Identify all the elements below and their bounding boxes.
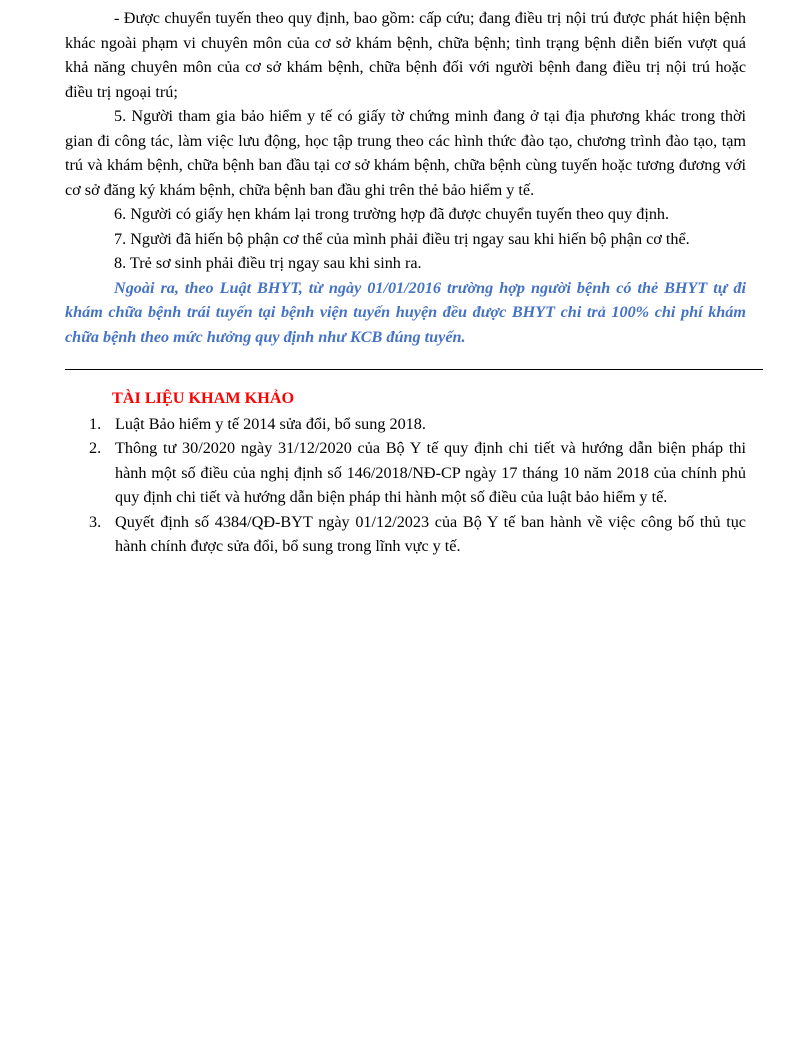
reference-text: Thông tư 30/2020 ngày 31/12/2020 của Bộ Y tế quy định chi tiết và hướng dẫn biện pháp thi hành một số điều của nghị định số 146/2018/NĐ-CP ngày 17 tháng 10 năm 2018 của chính phủ quy định chi tiết và hướng dẫn biện pháp thi hành một số điều của luật bảo hiểm y tế.	[115, 439, 746, 506]
paragraph-item-8: 8. Trẻ sơ sinh phải điều trị ngay sau khi sinh ra.	[114, 254, 422, 272]
body-text	[65, 6, 746, 349]
reference-number: 1.	[89, 414, 102, 433]
paragraph-item-5: 5. Người tham gia bảo hiểm y tế có giấy tờ chứng minh đang ở tại địa phương khác trong thời gian đi công tác, làm việc lưu động, học tập trung theo các hình thức đào tạo, chương trình đào tạo, tạm trú và khám bệnh, chữa bệnh ban đầu tại cơ sở khám bệnh, chữa bệnh cùng tuyến hoặc tương đương với cơ sở đăng ký khám bệnh, chữa bệnh ban đầu ghi trên thẻ bảo hiểm y tế.	[65, 107, 746, 199]
reference-text: Quyết định số 4384/QĐ-BYT ngày 01/12/2023 của Bộ Y tế ban hành về việc công bố thủ tục hành chính được sửa đổi, bổ sung trong lĩnh vực y tế.	[115, 512, 746, 555]
references-heading: TÀI LIỆU KHAM KHẢO	[112, 389, 295, 407]
references-section	[65, 386, 746, 559]
references-list	[65, 412, 746, 559]
paragraph-item-7: 7. Người đã hiến bộ phận cơ thể của mình phải điều trị ngay sau khi hiến bộ phận cơ thể.	[114, 229, 690, 248]
reference-number: 3.	[89, 512, 102, 531]
reference-item	[65, 412, 746, 437]
paragraph-referral-conditions: - Được chuyển tuyến theo quy định, bao gồm: cấp cứu; đang điều trị nội trú được phát hiện bệnh khác ngoài phạm vi chuyên môn của cơ sở khám bệnh, chữa bệnh; tình trạng bệnh diễn biến vượt quá khả năng chuyên môn của cơ sở khám bệnh, chữa bệnh đối với người bệnh đang điều trị nội trú hoặc điều trị ngoại trú;	[65, 9, 746, 101]
paragraph-item-6: 6. Người có giấy hẹn khám lại trong trường hợp đã được chuyển tuyến theo quy định.	[114, 205, 670, 223]
note-paragraph: Ngoài ra, theo Luật BHYT, từ ngày 01/01/2016 trường hợp người bệnh có thẻ BHYT tự đi khám chữa bệnh trái tuyến tại bệnh viện tuyến huyện đều được BHYT chi trả 100% chi phí khám chữa bệnh theo mức hưởng quy định như KCB đúng tuyến.	[65, 278, 746, 346]
reference-item	[65, 510, 746, 559]
reference-item	[65, 436, 746, 510]
reference-text: Luật Bảo hiểm y tế 2014 sửa đổi, bổ sung 2018.	[115, 414, 426, 433]
reference-number: 2.	[89, 439, 102, 457]
section-divider	[65, 369, 763, 370]
